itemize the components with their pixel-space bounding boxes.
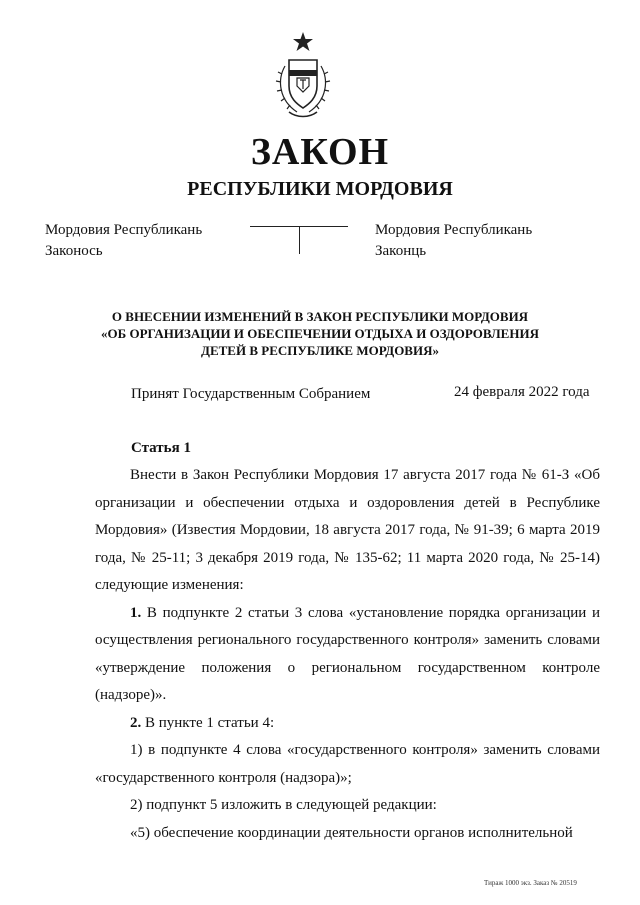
moksha-line-2: Законць [375, 243, 427, 259]
moksha-title-right [375, 220, 532, 262]
item-2-text: В пункте 1 статьи 4: [141, 714, 275, 731]
header-divider-vertical [299, 226, 300, 254]
moksha-line-1: Мордовия Республикань [375, 222, 533, 238]
law-heading [80, 308, 560, 359]
article-body [95, 462, 600, 847]
article-title: Статья 1 [131, 440, 191, 456]
print-info: Тираж 1000 экз. Заказ № 20519 [484, 879, 577, 887]
item-2-number: 2. [130, 714, 142, 731]
item-1-text: В подпункте 2 статьи 3 слова «установление порядка организации и осуществления регионального государственного контроля» заменить словами «утверждение положения о региональном государственном контроле (надзоре)». [95, 604, 600, 703]
document-title: ЗАКОН [250, 131, 390, 173]
subitem-5-start: «5) обеспечение координации деятельности органов исполнительной [130, 824, 573, 841]
law-heading-line-1: О ВНЕСЕНИИ ИЗМЕНЕНИЙ В ЗАКОН РЕСПУБЛИКИ МОРДОВИЯ [111, 309, 529, 324]
law-heading-line-3: ДЕТЕЙ В РЕСПУБЛИКЕ МОРДОВИЯ» [201, 343, 439, 358]
document-subtitle: РЕСПУБЛИКИ МОРДОВИЯ [187, 178, 453, 200]
adoption-statement: Принят Государственным Собранием [131, 386, 371, 402]
item-1 [95, 600, 600, 710]
adoption-date: 24 февраля 2022 года [454, 384, 590, 400]
erzya-title-left [45, 220, 202, 262]
subitem-1: 1) в подпункте 4 слова «государственного контроля» заменить словами «государственного контроля (надзора)»; [95, 742, 600, 786]
subitem-2: 2) подпункт 5 изложить в следующей редакции: [130, 797, 437, 813]
erzya-line-2: Законось [45, 243, 103, 259]
coat-of-arms-icon [271, 30, 335, 120]
erzya-line-1: Мордовия Республикань [45, 222, 203, 238]
article-intro: Внести в Закон Республики Мордовия 17 августа 2017 года № 61-З «Об организации и обеспечении отдыха и оздоровления детей в Республике Мордовия» (Известия Мордовии, 18 августа 2017 года, № 91-39; 6 марта 2019 года, № 25-11; 3 декабря 2019 года, № 135-62; 11 марта 2020 года, № 25-14) следующие изменения: [95, 467, 600, 593]
item-1-number: 1. [130, 604, 142, 621]
law-heading-line-2: «ОБ ОРГАНИЗАЦИИ И ОБЕСПЕЧЕНИИ ОТДЫХА И ОЗДОРОВЛЕНИЯ [101, 326, 539, 341]
item-2 [95, 710, 600, 738]
